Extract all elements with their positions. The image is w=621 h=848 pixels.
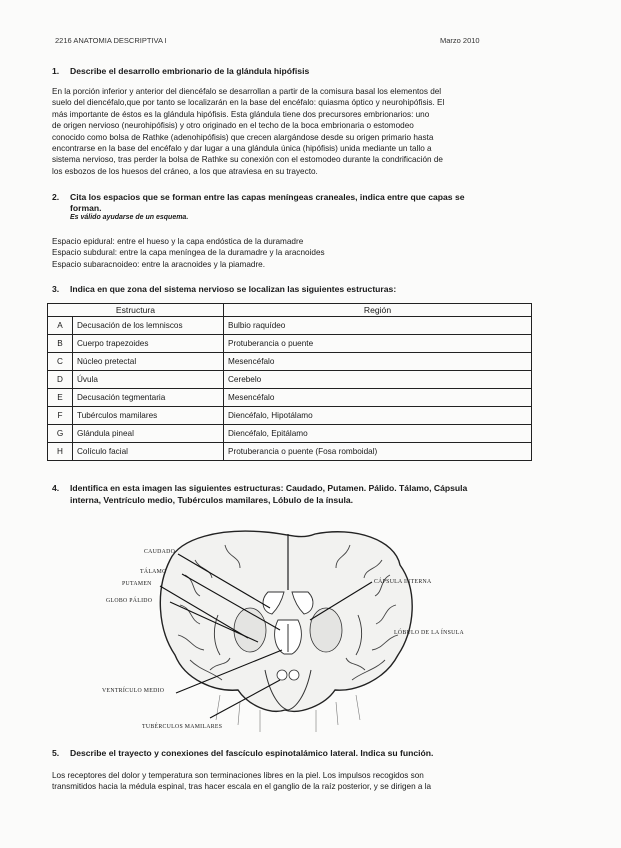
row-region: Mesencéfalo	[224, 389, 532, 407]
date-header: Marzo 2010	[440, 36, 480, 45]
q1-line: encontrarse en la base del encéfalo y dar lugar a una glándula única (hipófisis) unida mediante un tallo a	[52, 144, 432, 154]
row-estructura: Cuerpo trapezoides	[73, 335, 224, 353]
table-row	[48, 389, 532, 407]
q1-line: los esbozos de los huesos del cráneo, a los que atraviesa en su trayecto.	[52, 166, 318, 176]
course-header: 2216 ANATOMIA DESCRIPTIVA I	[55, 36, 167, 45]
label-caudado: CAUDADO	[144, 549, 176, 555]
row-estructura: Decusación tegmentaria	[73, 389, 224, 407]
q4-title-line1: Identifica en esta imagen las siguientes estructuras: Caudado, Putamen. Pálido. Tálamo, Cápsula	[70, 483, 468, 493]
table-row	[48, 317, 532, 335]
col-region: Región	[224, 304, 532, 317]
q4-number: 4.	[52, 483, 60, 493]
brain-coronal-figure	[100, 520, 480, 740]
row-estructura: Núcleo pretectal	[73, 353, 224, 371]
row-estructura: Glándula pineal	[73, 425, 224, 443]
q3-title: Indica en que zona del sistema nervioso se localizan las siguientes estructuras:	[70, 284, 397, 294]
row-region: Diencéfalo, Hipotálamo	[224, 407, 532, 425]
q5-line: transmitidos hacia la médula espinal, tras hacer escala en el ganglio de la raíz posterior, y se dirigen a la	[52, 782, 432, 792]
q1-line: más importante de éstos es la glándula hipófisis. Esta glándula tiene dos precursores embrionarios: uno	[52, 109, 430, 119]
table-row	[48, 425, 532, 443]
q2-title-line1: Cita los espacios que se forman entre las capas meníngeas craneales, indica entre que capas se	[70, 192, 465, 202]
q1-line: sistema nervioso, tras perder la bolsa de Rathke su conexión con el estomodeo durante la condrificación de	[52, 155, 443, 165]
q2-line: Espacio subaracnoideo: entre la aracnoides y la piamadre.	[52, 259, 266, 269]
col-estructura: Estructura	[48, 304, 224, 317]
q1-line: de origen nervioso (neurohipófisis) y otro originado en el techo de la boca embrionaria o estomodeo	[52, 121, 414, 131]
table-row	[48, 371, 532, 389]
q4-title-line2: interna, Ventrículo medio, Tubérculos mamilares, Lóbulo de la ínsula.	[70, 495, 354, 505]
row-letter: B	[48, 335, 73, 353]
row-region: Protuberancia o puente (Fosa romboidal)	[224, 443, 532, 461]
row-estructura: Tubérculos mamilares	[73, 407, 224, 425]
q2-title-line2: forman.	[70, 203, 102, 213]
q1-line: En la porción inferior y anterior del diencéfalo se desarrollan a partir de la comisura basal los elementos del	[52, 87, 442, 96]
row-letter: E	[48, 389, 73, 407]
table-header-row	[48, 304, 532, 317]
label-ventriculo-medio: VENTRÍCULO MEDIO	[102, 688, 165, 694]
row-estructura: Colículo facial	[73, 443, 224, 461]
label-putamen: PUTAMEN	[122, 581, 152, 587]
label-talamo: TÁLAMO	[140, 569, 167, 575]
row-letter: G	[48, 425, 73, 443]
row-region: Cerebelo	[224, 371, 532, 389]
row-estructura: Decusación de los lemniscos	[73, 317, 224, 335]
row-estructura: Úvula	[73, 371, 224, 389]
q2-number: 2.	[52, 192, 60, 202]
row-region: Diencéfalo, Epitálamo	[224, 425, 532, 443]
structures-table	[47, 303, 532, 461]
q3-number: 3.	[52, 284, 60, 294]
q2-hint: Es válido ayudarse de un esquema.	[70, 214, 189, 221]
table-row	[48, 353, 532, 371]
row-letter: H	[48, 443, 73, 461]
row-letter: C	[48, 353, 73, 371]
q5-line: Los receptores del dolor y temperatura son terminaciones libres en la piel. Los impulsos recogidos son	[52, 771, 424, 780]
q5-title: Describe el trayecto y conexiones del fascículo espinotalámico lateral. Indica su función.	[70, 748, 434, 758]
q2-line: Espacio subdural: entre la capa meníngea de la duramadre y la aracnoides	[52, 248, 325, 258]
label-lobulo-insula: LÓBULO DE LA ÍNSULA	[394, 630, 464, 636]
label-capsula-interna: CÁPSULA INTERNA	[374, 579, 432, 585]
table-row	[48, 443, 532, 461]
q1-line: suelo del diencéfalo,que por tanto se localizarán en la base del encéfalo: quiasma óptico y neurohipófisis. El	[52, 98, 445, 108]
label-globo-palido: GLOBO PÁLIDO	[106, 598, 153, 604]
table-row	[48, 407, 532, 425]
q1-line: conocido como bolsa de Rathke (adenohipófisis) que crecen alargándose desde su origen primario hasta	[52, 132, 434, 142]
table-row	[48, 335, 532, 353]
row-region: Protuberancia o puente	[224, 335, 532, 353]
label-tuberculos-mamilares: TUBÉRCULOS MAMILARES	[142, 724, 223, 730]
row-region: Bulbio raquídeo	[224, 317, 532, 335]
q2-line: Espacio epidural: entre el hueso y la capa endóstica de la duramadre	[52, 237, 304, 246]
row-region: Mesencéfalo	[224, 353, 532, 371]
q1-title: Describe el desarrollo embrionario de la glándula hipófisis	[70, 66, 310, 76]
row-letter: F	[48, 407, 73, 425]
q5-answer	[52, 770, 528, 793]
row-letter: D	[48, 371, 73, 389]
q1-number: 1.	[52, 66, 60, 76]
row-letter: A	[48, 317, 73, 335]
q1-answer	[52, 86, 528, 177]
q5-number: 5.	[52, 748, 60, 758]
q2-answer	[52, 236, 528, 270]
